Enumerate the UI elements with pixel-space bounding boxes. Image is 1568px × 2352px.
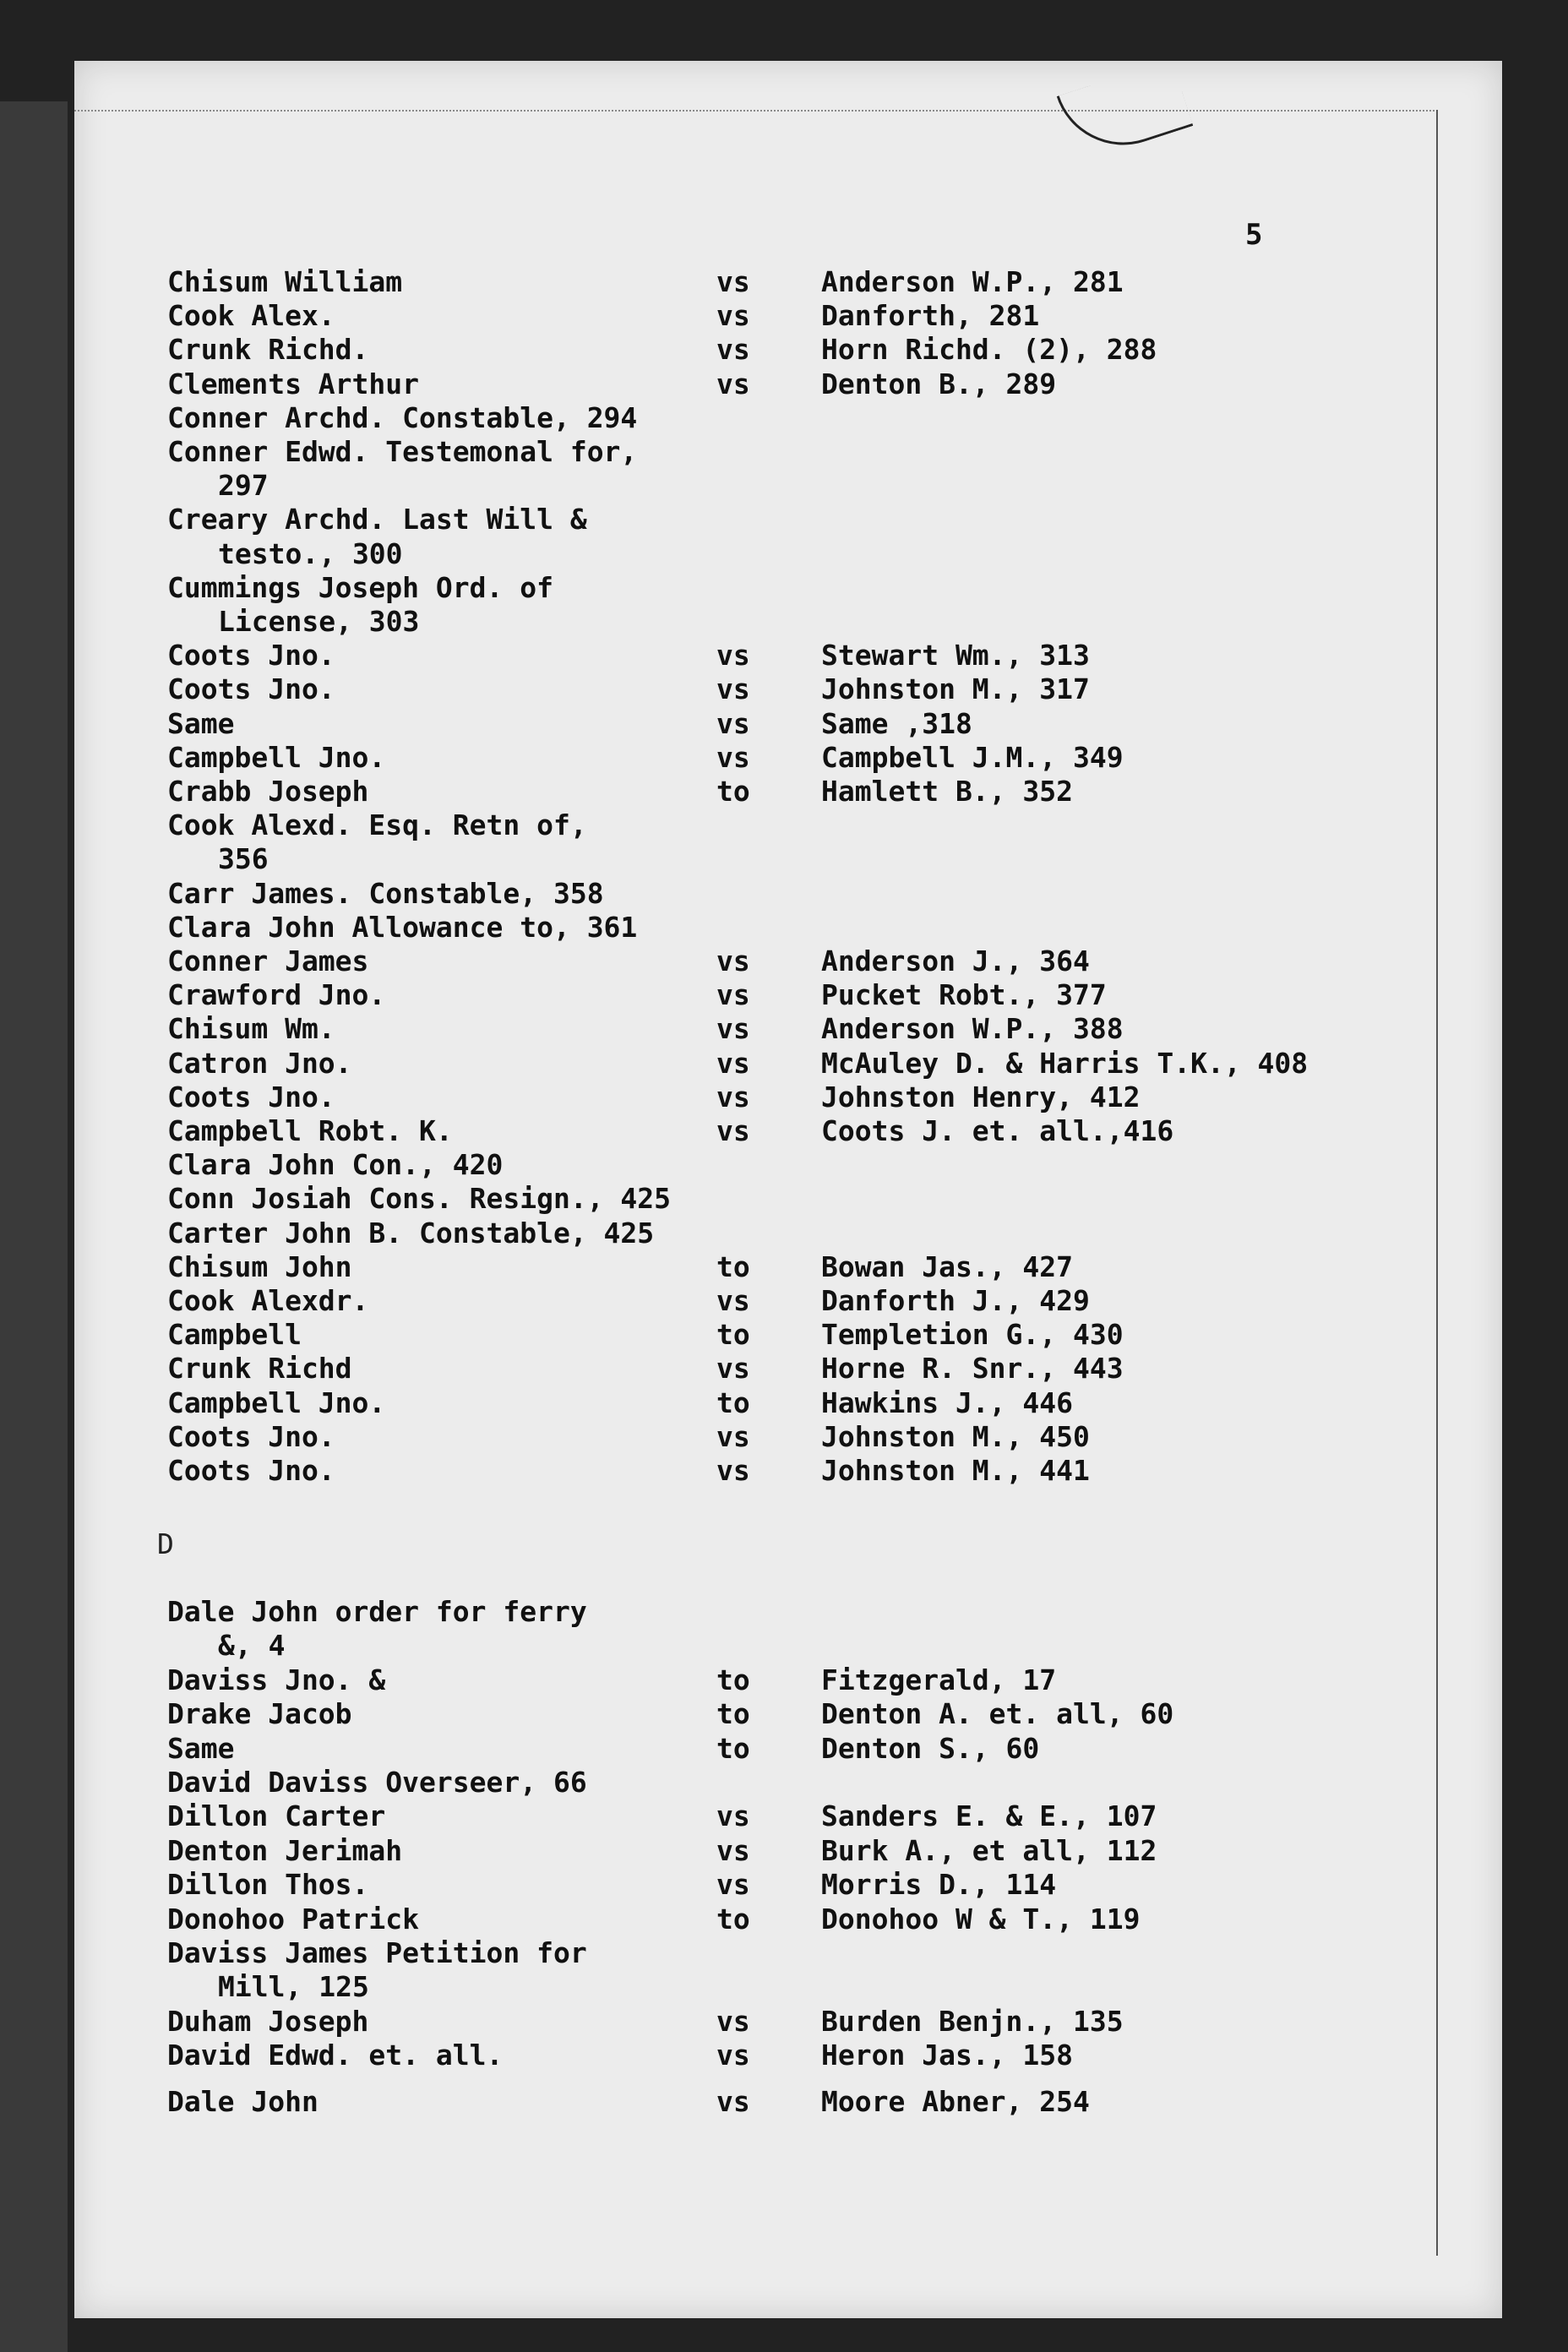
entry-opposing-party: Sanders E. & E., 107 (821, 1799, 1157, 1832)
entry-name: Donohoo Patrick (167, 1903, 420, 1936)
entry-opposing-party: Heron Jas., 158 (821, 2039, 1074, 2072)
entry-relation: vs (716, 265, 750, 298)
entry-opposing-party: Templetion G., 430 (821, 1318, 1124, 1351)
index-entry (0, 842, 1568, 876)
entry-relation: vs (716, 945, 750, 977)
entry-opposing-party: Same ,318 (821, 707, 972, 740)
entry-relation: vs (716, 707, 750, 740)
index-entry (0, 401, 1568, 435)
entry-name: Same (167, 1732, 235, 1765)
entry-name: David Daviss Overseer, 66 (167, 1766, 587, 1799)
entry-relation: vs (716, 2039, 750, 2072)
entry-relation: vs (716, 1834, 750, 1867)
entry-relation: vs (716, 1114, 750, 1147)
index-entry (0, 672, 1568, 706)
entry-name: Crunk Richd. (167, 333, 369, 366)
entry-name: Cook Alex. (167, 299, 335, 332)
index-entry (0, 1182, 1568, 1216)
entry-relation: vs (716, 368, 750, 400)
index-entry (0, 877, 1568, 911)
entry-opposing-party: Morris D., 114 (821, 1868, 1057, 1901)
entry-relation: vs (716, 1081, 750, 1113)
entry-name: Daviss James Petition for (167, 1936, 587, 1969)
entry-name: Clara John Allowance to, 361 (167, 911, 638, 944)
index-entry (0, 1047, 1568, 1081)
index-entry (0, 2039, 1568, 2072)
entry-name: testo., 300 (218, 537, 403, 570)
entry-relation: vs (716, 2085, 750, 2118)
entry-name: David Edwd. et. all. (167, 2039, 504, 2072)
entry-opposing-party: Horn Richd. (2), 288 (821, 333, 1157, 366)
entry-name: Campbell Jno. (167, 741, 386, 774)
index-entry (0, 945, 1568, 978)
entry-opposing-party: Hamlett B., 352 (821, 775, 1074, 808)
index-entry (0, 1114, 1568, 1148)
index-entry (0, 1834, 1568, 1868)
entry-name: Dillon Thos. (167, 1868, 369, 1901)
entry-relation: vs (716, 299, 750, 332)
entry-name: Creary Archd. Last Will & (167, 503, 587, 536)
entry-name: Coots Jno. (167, 1081, 335, 1113)
entry-name: Carter John B. Constable, 425 (167, 1217, 655, 1250)
entry-opposing-party: Fitzgerald, 17 (821, 1663, 1057, 1696)
entry-name: Conner James (167, 945, 369, 977)
index-entry (0, 503, 1568, 536)
entry-name: Dillon Carter (167, 1799, 386, 1832)
index-entry (0, 978, 1568, 1012)
entry-name: Chisum William (167, 265, 403, 298)
entry-opposing-party: Johnston M., 317 (821, 672, 1090, 705)
entry-name: Chisum John (167, 1250, 352, 1283)
index-entry (0, 1903, 1568, 1936)
entry-name: Chisum Wm. (167, 1012, 335, 1045)
entry-opposing-party: Denton A. et. all, 60 (821, 1697, 1174, 1730)
entry-name: Cook Alexdr. (167, 1284, 369, 1317)
entry-name: Clements Arthur (167, 368, 420, 400)
entry-name: Dale John order for ferry (167, 1595, 587, 1628)
entry-relation: vs (716, 2005, 750, 2038)
index-entry (0, 1318, 1568, 1352)
entry-relation: vs (716, 1868, 750, 1901)
index-entry (0, 1595, 1568, 1629)
entry-relation: vs (716, 978, 750, 1011)
entry-relation: vs (716, 1047, 750, 1080)
index-entry (0, 1454, 1568, 1488)
index-entry (0, 1352, 1568, 1386)
entry-name: Catron Jno. (167, 1047, 352, 1080)
entry-opposing-party: Donohoo W & T., 119 (821, 1903, 1141, 1936)
entry-relation: vs (716, 1284, 750, 1317)
index-entry (0, 707, 1568, 741)
index-entry (0, 1697, 1568, 1731)
entry-name: Mill, 125 (218, 1970, 369, 2003)
entry-name: Carr James. Constable, 358 (167, 877, 604, 910)
entry-name: Campbell Robt. K. (167, 1114, 453, 1147)
index-entry (0, 435, 1568, 469)
entry-name: Conn Josiah Cons. Resign., 425 (167, 1182, 672, 1215)
entry-relation: to (716, 1318, 750, 1351)
index-entry (0, 639, 1568, 672)
entry-opposing-party: Danforth, 281 (821, 299, 1040, 332)
entry-opposing-party: Anderson J., 364 (821, 945, 1090, 977)
entry-relation: to (716, 1663, 750, 1696)
entry-opposing-party: Horne R. Snr., 443 (821, 1352, 1124, 1385)
index-entry (0, 1386, 1568, 1420)
index-entry (0, 911, 1568, 945)
entry-opposing-party: Burden Benjn., 135 (821, 2005, 1124, 2038)
entry-opposing-party: Danforth J., 429 (821, 1284, 1090, 1317)
entry-relation: vs (716, 1352, 750, 1385)
index-entry (0, 808, 1568, 842)
entry-relation: to (716, 1697, 750, 1730)
entry-name: Cook Alexd. Esq. Retn of, (167, 808, 587, 841)
entry-name: Coots Jno. (167, 1420, 335, 1453)
entry-opposing-party: Campbell J.M., 349 (821, 741, 1124, 774)
entry-name: Conner Archd. Constable, 294 (167, 401, 638, 434)
entry-opposing-party: McAuley D. & Harris T.K., 408 (821, 1047, 1309, 1080)
entry-opposing-party: Hawkins J., 446 (821, 1386, 1074, 1419)
entry-relation: to (716, 1386, 750, 1419)
entry-opposing-party: Stewart Wm., 313 (821, 639, 1090, 672)
index-entry (0, 265, 1568, 299)
entry-name: Coots Jno. (167, 639, 335, 672)
entry-relation: to (716, 775, 750, 808)
entry-relation: vs (716, 1420, 750, 1453)
index-entry (0, 537, 1568, 571)
index-entry (0, 1148, 1568, 1182)
index-entry (0, 2085, 1568, 2119)
entry-opposing-party: Johnston M., 441 (821, 1454, 1090, 1487)
index-entry (0, 775, 1568, 808)
index-entry (0, 1081, 1568, 1114)
entry-opposing-party: Anderson W.P., 281 (821, 265, 1124, 298)
entry-name: Campbell Jno. (167, 1386, 386, 1419)
entry-relation: vs (716, 639, 750, 672)
entry-name: Coots Jno. (167, 672, 335, 705)
index-entry (0, 1629, 1568, 1663)
index-entry (0, 741, 1568, 775)
index-entry (0, 1663, 1568, 1697)
entry-opposing-party: Bowan Jas., 427 (821, 1250, 1074, 1283)
index-entry (0, 1732, 1568, 1766)
page-number: 5 (1245, 218, 1263, 252)
entry-relation: vs (716, 741, 750, 774)
entry-name: Same (167, 707, 235, 740)
index-entry (0, 571, 1568, 605)
index-entry (0, 1217, 1568, 1250)
entry-relation: to (716, 1903, 750, 1936)
index-entry (0, 1284, 1568, 1318)
entry-name: Crunk Richd (167, 1352, 352, 1385)
index-entry (0, 368, 1568, 401)
index-entry (0, 299, 1568, 333)
entry-name: Daviss Jno. & (167, 1663, 386, 1696)
entry-opposing-party: Denton B., 289 (821, 368, 1057, 400)
entry-relation: vs (716, 1799, 750, 1832)
entry-name: 297 (218, 469, 269, 502)
index-entry (0, 1868, 1568, 1902)
entry-opposing-party: Johnston Henry, 412 (821, 1081, 1141, 1113)
entry-opposing-party: Denton S., 60 (821, 1732, 1040, 1765)
index-entry (0, 2005, 1568, 2039)
entry-name: Conner Edwd. Testemonal for, (167, 435, 638, 468)
entry-relation: vs (716, 1012, 750, 1045)
entry-name: 356 (218, 842, 269, 875)
entry-opposing-party: Burk A., et all, 112 (821, 1834, 1157, 1867)
entry-opposing-party: Coots J. et. all.,416 (821, 1114, 1174, 1147)
entry-name: &, 4 (218, 1629, 286, 1662)
index-entry (0, 1420, 1568, 1454)
index-entry (0, 1012, 1568, 1046)
entry-name: Clara John Con., 420 (167, 1148, 504, 1181)
index-entry (0, 469, 1568, 503)
index-entry (0, 333, 1568, 367)
index-entry (0, 1970, 1568, 2004)
entry-name: Crawford Jno. (167, 978, 386, 1011)
index-entry (0, 1250, 1568, 1284)
entry-name: License, 303 (218, 605, 420, 638)
index-entry (0, 605, 1568, 639)
entry-opposing-party: Anderson W.P., 388 (821, 1012, 1124, 1045)
entry-name: Campbell (167, 1318, 302, 1351)
entry-name: Dale John (167, 2085, 318, 2118)
index-entry (0, 1766, 1568, 1799)
entry-name: Crabb Joseph (167, 775, 369, 808)
entry-opposing-party: Pucket Robt., 377 (821, 978, 1107, 1011)
entry-relation: to (716, 1732, 750, 1765)
entry-name: Cummings Joseph Ord. of (167, 571, 553, 604)
index-entry (0, 1799, 1568, 1833)
entry-name: Drake Jacob (167, 1697, 352, 1730)
entry-relation: vs (716, 672, 750, 705)
index-entry (0, 1936, 1568, 1970)
entry-name: Duham Joseph (167, 2005, 369, 2038)
entry-opposing-party: Johnston M., 450 (821, 1420, 1090, 1453)
entry-name: Coots Jno. (167, 1454, 335, 1487)
entry-opposing-party: Moore Abner, 254 (821, 2085, 1090, 2118)
section-letter-heading: D (157, 1527, 174, 1560)
entry-relation: vs (716, 1454, 750, 1487)
entry-name: Denton Jerimah (167, 1834, 403, 1867)
entry-relation: to (716, 1250, 750, 1283)
entry-relation: vs (716, 333, 750, 366)
